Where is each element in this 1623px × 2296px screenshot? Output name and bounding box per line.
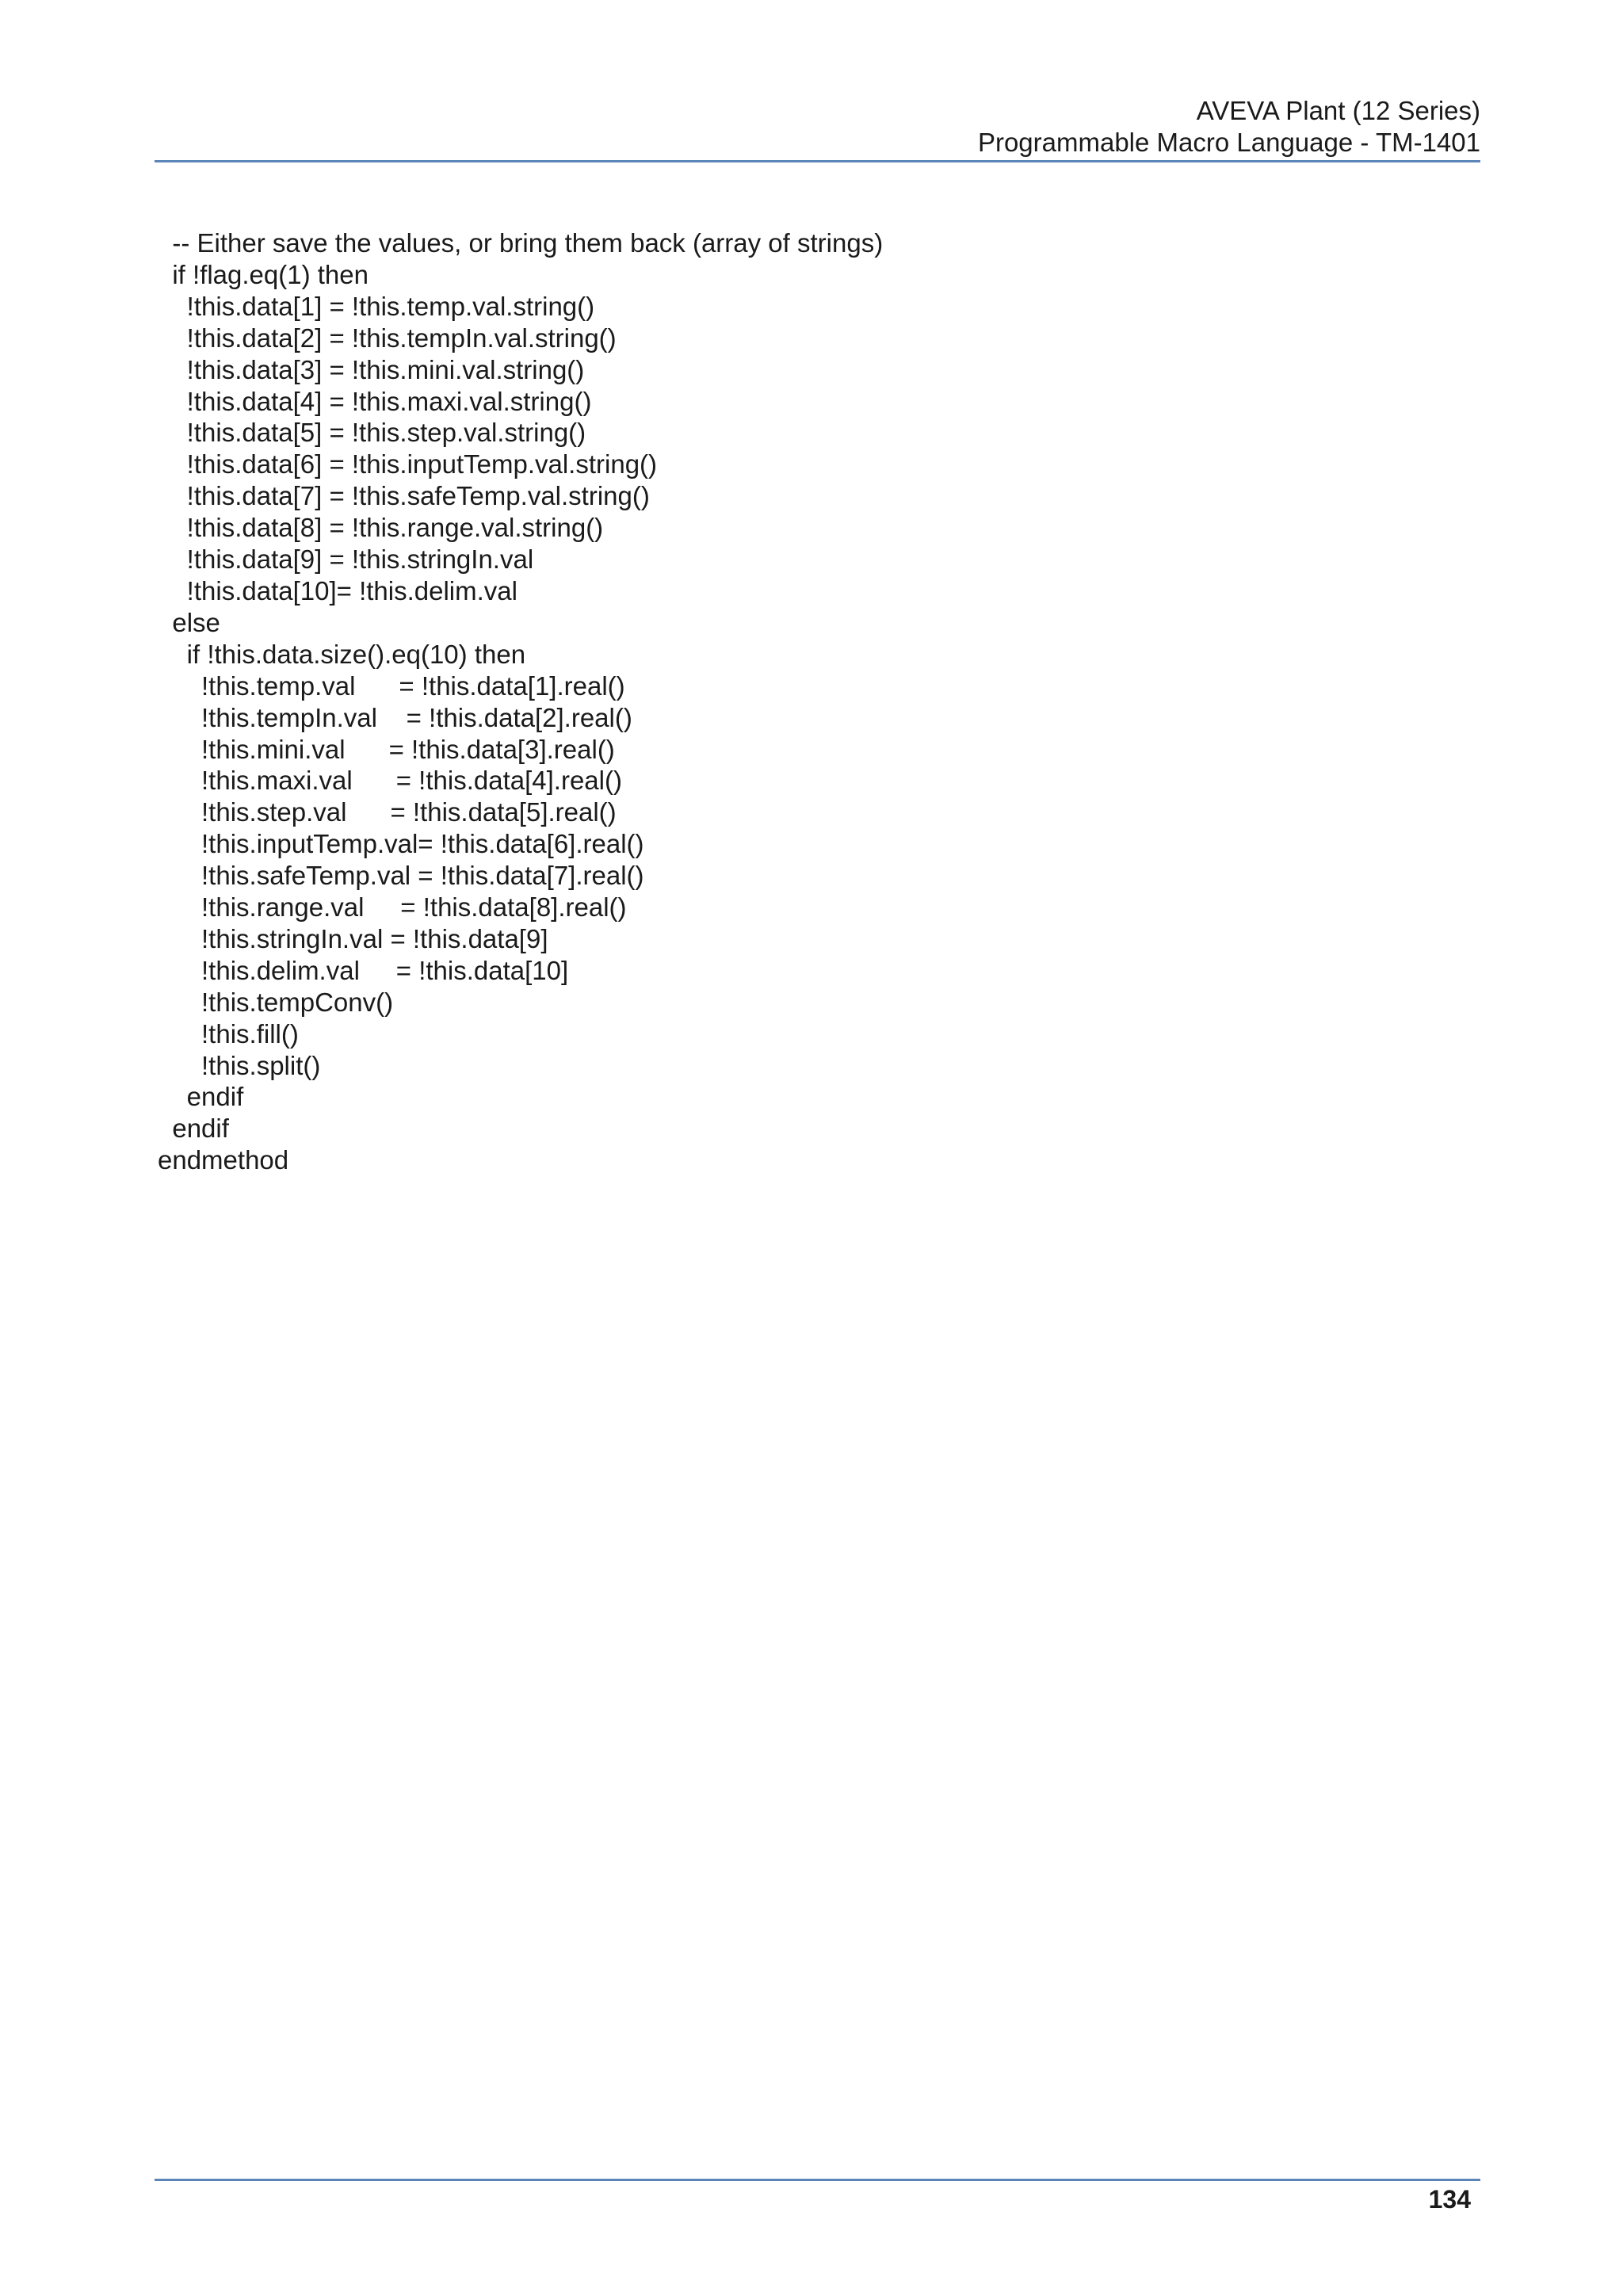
code-line: !this.data[5] = !this.step.val.string() [158, 418, 586, 448]
page-number: 134 [1428, 2185, 1471, 2214]
code-line: endif [158, 1114, 229, 1144]
code-line: !this.inputTemp.val= !this.data[6].real() [158, 829, 644, 859]
code-line: !this.range.val = !this.data[8].real() [158, 892, 627, 923]
code-line: !this.data[9] = !this.stringIn.val [158, 544, 534, 575]
code-line: !this.temp.val = !this.data[1].real() [158, 670, 625, 701]
code-line: endmethod [158, 1145, 289, 1175]
code-line: !this.data[7] = !this.safeTemp.val.string() [158, 481, 650, 511]
page-header [978, 95, 1480, 159]
code-line: !this.data[3] = !this.mini.val.string() [158, 354, 585, 384]
code-line: !this.tempIn.val = !this.data[2].real() [158, 702, 632, 732]
code-line: !this.delim.val = !this.data[10] [158, 955, 569, 985]
header-course-title: Programmable Macro Language - TM-1401 [977, 128, 1480, 157]
code-line: endif [158, 1082, 244, 1112]
code-line: !this.data[10]= !this.delim.val [158, 575, 517, 606]
code-line: !this.data[8] = !this.range.val.string() [158, 513, 604, 543]
code-line: !this.data[4] = !this.maxi.val.string() [158, 386, 592, 416]
code-line: !this.tempConv() [158, 987, 394, 1017]
code-line: !this.stringIn.val = !this.data[9] [158, 923, 548, 953]
code-line: if !flag.eq(1) then [158, 259, 369, 289]
code-line: !this.mini.val = !this.data[3].real() [158, 734, 615, 764]
code-line: !this.split() [158, 1050, 321, 1080]
code-line: if !this.data.size().eq(10) then [158, 639, 526, 669]
code-line: !this.maxi.val = !this.data[4].real() [158, 766, 622, 796]
code-line: else [158, 607, 220, 637]
footer-rule [155, 2179, 1480, 2181]
code-line: !this.safeTemp.val = !this.data[7].real() [158, 861, 644, 891]
header-rule [155, 160, 1480, 162]
code-line: !this.fill() [158, 1018, 299, 1049]
code-line: -- Either save the values, or bring them back (array of strings) [158, 228, 884, 258]
code-listing [158, 227, 883, 1176]
code-line: !this.data[1] = !this.temp.val.string() [158, 291, 595, 321]
code-line: !this.step.val = !this.data[5].real() [158, 797, 617, 827]
code-line: !this.data[6] = !this.inputTemp.val.string() [158, 449, 658, 479]
code-line: !this.data[2] = !this.tempIn.val.string() [158, 323, 617, 353]
header-product-title: AVEVA Plant (12 Series) [1196, 96, 1480, 125]
